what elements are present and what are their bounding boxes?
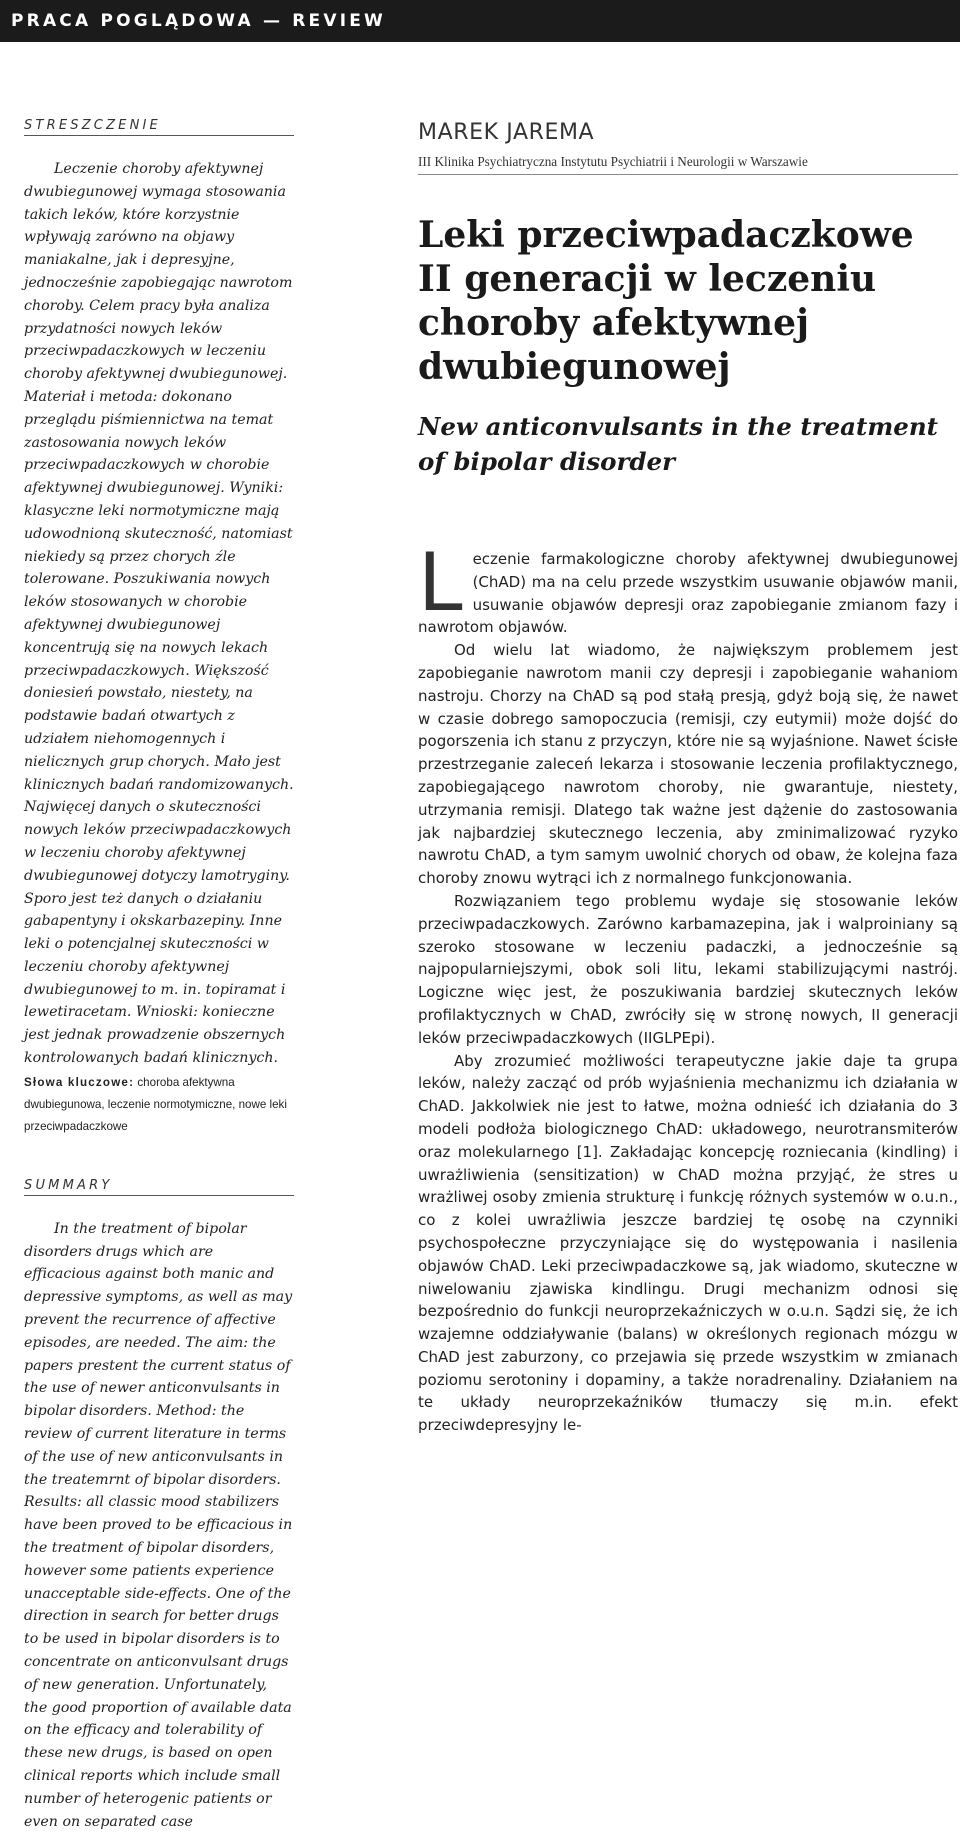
article-body (418, 536, 958, 1435)
keywords-label: Słowa kluczowe: (24, 1075, 135, 1089)
body-paragraph-1 (418, 536, 958, 639)
body-paragraph-4: Aby zrozumieć możliwości terapeutyczne jakie daje ta grupa leków, należy zacząć od prób wyjaśnienia mechanizmu ich działania w ChAD. Jakkolwiek nie jest to łatwe, można odnieść ich działania do 3 modeli podłoża biologicznego ChAD: układowego, neurotransmiterów oraz molekularnego [1]. Zakładając koncepcję rozniecania (kindling) i uwrażliwienia (sensitization) w ChAD można przyjąć, że stres u wrażliwej osoby zmienia strukturę i funkcję różnych systemów w o.u.n., co z kolei uwrażliwia jeszcze bardziej tę osobę na czynniki psychospołeczne przyczyniające się do występowania i nasilenia objawów ChAD. Leki przeciwpadaczkowe są, jak wiadomo, skuteczne w niwelowaniu zjawiska kindlingu. Drugi mechanizm odnosi się bezpośrednio do funkcji neuroprzekaźniczych w o.u.n. Sądzi się, że ich wzajemne oddziaływanie (balans) w określonych regionach mózgu w ChAD jest zaburzony, co przejawia się przede wszystkim w zmianach poziomu serotoniny i dopaminy, a także noradrenaliny. Działaniem na te układy neuroprzekaźników tłumaczy się m.in. efekt przeciwdepresyjny le- (418, 1051, 958, 1435)
body-paragraph-3: Rozwiązaniem tego problemu wydaje się stosowanie leków przeciwpadaczkowych. Zarówno karbamazepina, jak i walproiniany są szeroko stosowane w leczeniu padaczki, a jednocześnie są najpopularniejszymi, obok soli litu, lekami stabilizującymi nastrój. Logiczne więc jest, że poszukiwania bardziej skutecznych leków profilaktycznych w ChAD, zwróciły się w stronę nowych, II generacji leków przeciwpadaczkowych (IIGLPEpi). (418, 891, 958, 1047)
section-header: PRACA POGLĄDOWA — REVIEW (0, 0, 960, 42)
drop-cap: L (418, 536, 463, 629)
title-polish: Leki przeciwpadaczkowe II generacji w leczeniu choroby afektywnej dwubiegunowej (418, 214, 914, 388)
summary-label: SUMMARY (24, 1178, 294, 1196)
streszczenie-label: STRESZCZENIE (24, 118, 294, 136)
keywords-text: choroba afektywna dwubiegunowa, leczenie normotymiczne, nowe leki przeciwpadaczkowe (24, 1075, 287, 1133)
body-paragraph-2: Od wielu lat wiadomo, że największym problemem jest zapobieganie nawrotom manii czy depresji i zapobieganie wahaniom nastroju. Chorzy na ChAD są pod stałą presją, gdyż boją się, że nawet w czasie dobrego samopoczucia (remisji, czy eutymii) może dojść do pogorszenia ich stanu z przyczyn, które nie są wyjaśnione. Nawet ścisłe przestrzeganie zaleceń lekarza i stosowanie leczenia profilaktycznego, zapobiegającego nawrotom choroby, nie gwarantuje, niestety, utrzymania remisji. Dlatego tak ważne jest dążenie do zastosowania jak najbardziej skutecznego leczenia, aby zminimalizować ryzyko nawrotu ChAD, a tym samym uwolnić chorych od obaw, że kolejna faza choroby znowu wytrąci ich z normalnego funkcjonowania. (418, 641, 958, 888)
summary-text: In the treatment of bipolar disorders drugs which are efficacious against both manic and depressive symptoms, as well as may prevent the recurrence of affective episodes, are needed. The aim: the papers prestent the current status of the use of newer anticonvulsants in bipolar disorders. Method: the review of current literature in terms of the use of new anticonvulsants in the treatemrnt of bipolar disorders. Results: all classic mood stabilizers have been proved to be efficacious in the treatment of bipolar disorders, however some patients experience unacceptable side-effects. One of the direction in search for better drugs to be used in bipolar disorders is to concentrate on anticonvulsant drugs of new generation. Unfortunately, the good proportion of available data on the efficacy and tolerability of these new drugs, is based on open clinical reports which include small number of heterogenic patients or even on separated case (24, 1220, 293, 1830)
streszczenie-text: Leczenie choroby afektywnej dwubiegunowej wymaga stosowania takich leków, które korzystnie wpływają zarówno na objawy maniakalne, jak i depresyjne, jednocześnie zapobiegając nawrotom choroby. Celem pracy była analiza przydatności nowych leków przeciwpadaczkowych w leczeniu choroby afektywnej dwubiegunowej. Materiał i metoda: dokonano przeglądu piśmiennictwa na temat zastosowania nowych leków przeciwpadaczkowych w chorobie afektywnej dwubiegunowej. Wyniki: klasyczne leki normotymiczne mają udowodnioną skuteczność, natomiast niekiedy są przez chorych źle tolerowane. Poszukiwania nowych leków stosowanych w chorobie afektywnej dwubiegunowej koncentrują się na nowych lekach przeciwpadaczkowych. Większość doniesień powstało, niestety, na podstawie badań otwartych z udziałem niehomogennych i nielicznych grup chorych. Mało jest klinicznych badań randomizowanych. Najwięcej danych o skuteczności nowych leków przeciwpadaczkowych w leczeniu choroby afektywnej dwubiegunowej dotyczy lamotryginy. Sporo jest też danych o działaniu gabapentyny i okskarbazepiny. Inne leki o potencjalnej skuteczności w leczeniu choroby afektywnej dwubiegunowej to m. in. topiramat i lewetiracetam. Wnioski: konieczne jest jednak prowadzenie obszernych kontrolowanych badań klinicznych. (24, 161, 294, 1067)
author-name: MAREK JAREMA (418, 120, 595, 145)
title-english: New anticonvulsants in the treatment of bipolar disorder (418, 412, 939, 476)
body-paragraph-1-text: eczenie farmakologiczne choroby afektywnej dwubiegunowej (ChAD) ma na celu przede wszystkim usuwanie objawów manii, usuwanie objawów depresji oraz zapobieganie zmianom fazy i nawrotom objawów. (418, 550, 958, 637)
title-block (418, 118, 958, 479)
affiliation: III Klinika Psychiatryczna Instytutu Psychiatrii i Neurologii w Warszawie (418, 152, 958, 175)
keywords (24, 1072, 294, 1138)
abstract-column (24, 118, 294, 1833)
